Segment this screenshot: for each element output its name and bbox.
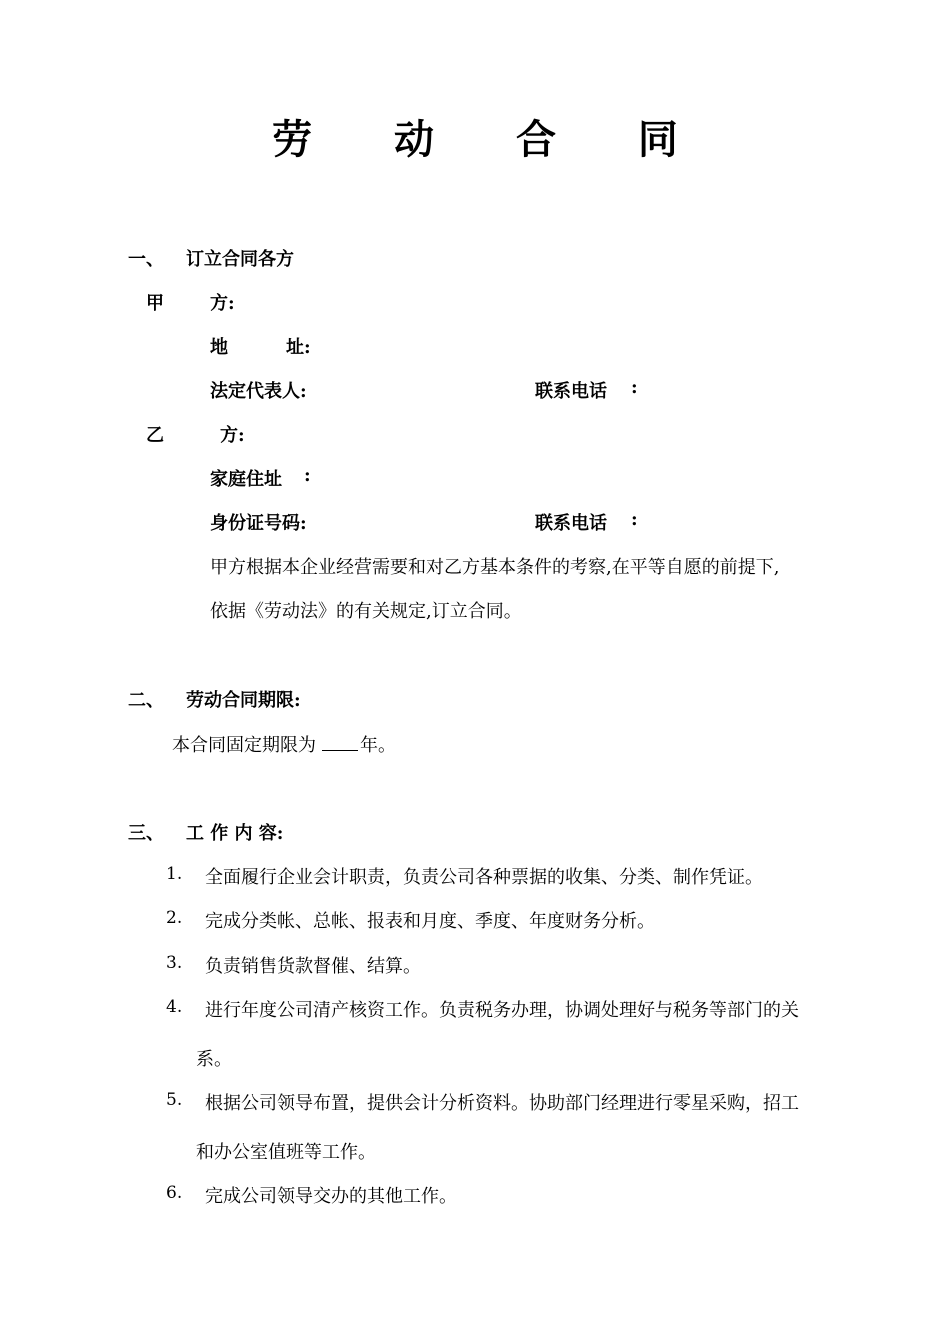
preamble-line-2: 依据《劳动法》的有关规定,订立合同。 bbox=[210, 601, 522, 622]
section-1-number: 一、 bbox=[128, 249, 164, 270]
document-title: 劳 动 合 同 bbox=[272, 116, 712, 163]
party-b-label-2: 方: bbox=[220, 425, 245, 446]
duty-item-5-text-line-1: 根据公司领导布置，提供会计分析资料。协助部门经理进行零星采购，招工 bbox=[205, 1093, 799, 1114]
term-text-after: 年。 bbox=[360, 735, 396, 756]
section-3-number: 三、 bbox=[128, 823, 164, 844]
duty-item-3-number: 3. bbox=[166, 953, 183, 973]
duty-item-2-number: 2. bbox=[166, 908, 183, 928]
term-years-blank bbox=[322, 734, 358, 751]
duty-item-5-text-line-2: 和办公室值班等工作。 bbox=[196, 1142, 376, 1163]
party-a-phone-colon: : bbox=[631, 377, 638, 398]
duty-item-1-number: 1. bbox=[166, 864, 183, 884]
term-sentence bbox=[172, 731, 396, 757]
party-a-address-label-2: 址: bbox=[286, 337, 311, 358]
party-b-label-1: 乙 bbox=[146, 425, 164, 446]
party-b-home-address-label: 家庭住址 bbox=[210, 469, 282, 490]
party-a-label-1: 甲 bbox=[146, 293, 164, 314]
party-b-phone-colon: : bbox=[631, 509, 638, 530]
duty-item-6-number: 6. bbox=[166, 1183, 183, 1203]
duty-item-5-number: 5. bbox=[166, 1090, 183, 1110]
party-b-home-address-colon: : bbox=[304, 465, 311, 486]
party-b-id-number-label: 身份证号码: bbox=[210, 513, 307, 534]
party-a-phone-label: 联系电话 bbox=[535, 381, 607, 402]
duty-item-1-text: 全面履行企业会计职责，负责公司各种票据的收集、分类、制作凭证。 bbox=[205, 867, 763, 888]
section-2-number: 二、 bbox=[128, 690, 164, 711]
party-b-phone-label: 联系电话 bbox=[535, 513, 607, 534]
duty-item-4-number: 4. bbox=[166, 997, 183, 1017]
duty-item-4-text-line-1: 进行年度公司清产核资工作。负责税务办理，协调处理好与税务等部门的关 bbox=[205, 1000, 799, 1021]
duty-item-2-text: 完成分类帐、总帐、报表和月度、季度、年度财务分析。 bbox=[205, 911, 655, 932]
preamble-line-1: 甲方根据本企业经营需要和对乙方基本条件的考察,在平等自愿的前提下, bbox=[210, 557, 780, 578]
term-text-before: 本合同固定期限为 bbox=[172, 735, 316, 756]
section-2-title: 劳动合同期限: bbox=[186, 690, 301, 711]
duty-item-3-text: 负责销售货款督催、结算。 bbox=[205, 956, 421, 977]
section-1-title: 订立合同各方 bbox=[186, 249, 294, 270]
party-a-address-label-1: 地 bbox=[210, 337, 228, 358]
duty-item-6-text: 完成公司领导交办的其他工作。 bbox=[205, 1186, 457, 1207]
party-a-label-2: 方: bbox=[210, 293, 235, 314]
section-3-title: 工 作 内 容: bbox=[186, 823, 284, 844]
party-a-legal-rep-label: 法定代表人: bbox=[210, 381, 307, 402]
duty-item-4-text-line-2: 系。 bbox=[196, 1049, 232, 1070]
